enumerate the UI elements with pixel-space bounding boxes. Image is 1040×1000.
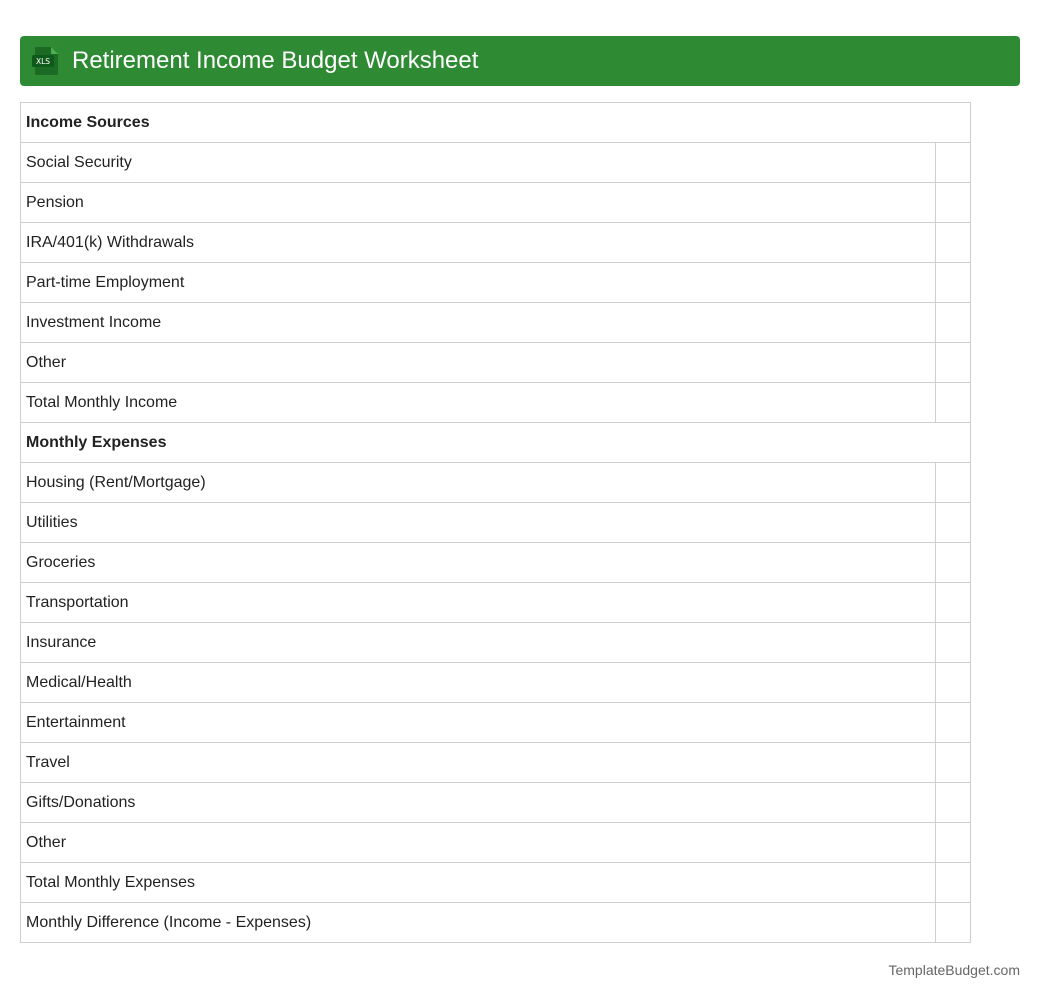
row-label: Pension [21, 183, 936, 223]
row-value-cell[interactable] [936, 343, 971, 383]
row-label: Entertainment [21, 703, 936, 743]
table-row [21, 303, 971, 343]
row-value-cell[interactable] [936, 903, 971, 943]
row-value-cell[interactable] [936, 263, 971, 303]
table-row [21, 663, 971, 703]
table-row [21, 543, 971, 583]
row-value-cell[interactable] [936, 863, 971, 903]
table-row [21, 263, 971, 303]
xls-file-icon [32, 46, 60, 76]
page-header [20, 36, 1020, 86]
table-row [21, 623, 971, 663]
row-value-cell[interactable] [936, 503, 971, 543]
row-label: Other [21, 823, 936, 863]
table-row [21, 783, 971, 823]
section-heading-expenses: Monthly Expenses [21, 423, 971, 463]
table-row [21, 183, 971, 223]
table-row [21, 223, 971, 263]
row-label: Part-time Employment [21, 263, 936, 303]
row-label: Groceries [21, 543, 936, 583]
section-heading-income: Income Sources [21, 103, 971, 143]
section-row-expenses [21, 423, 971, 463]
budget-worksheet-table [20, 102, 971, 943]
row-label: Utilities [21, 503, 936, 543]
table-row [21, 143, 971, 183]
footer-brand: TemplateBudget.com [888, 962, 1020, 978]
row-value-cell[interactable] [936, 703, 971, 743]
table-row [21, 583, 971, 623]
row-value-cell[interactable] [936, 743, 971, 783]
row-label: Gifts/Donations [21, 783, 936, 823]
row-label: Medical/Health [21, 663, 936, 703]
row-value-cell[interactable] [936, 223, 971, 263]
table-row [21, 863, 971, 903]
section-row-income [21, 103, 971, 143]
table-row [21, 903, 971, 943]
row-label: Total Monthly Income [21, 383, 936, 423]
xls-icon-label: XLS [35, 57, 51, 66]
table-row [21, 343, 971, 383]
row-label: Monthly Difference (Income - Expenses) [21, 903, 936, 943]
table-row [21, 703, 971, 743]
row-value-cell[interactable] [936, 183, 971, 223]
table-row [21, 503, 971, 543]
row-value-cell[interactable] [936, 663, 971, 703]
table-row [21, 463, 971, 503]
row-value-cell[interactable] [936, 543, 971, 583]
row-value-cell[interactable] [936, 463, 971, 503]
row-label: Other [21, 343, 936, 383]
row-value-cell[interactable] [936, 623, 971, 663]
row-value-cell[interactable] [936, 823, 971, 863]
row-label: IRA/401(k) Withdrawals [21, 223, 936, 263]
worksheet-body [21, 103, 971, 943]
row-value-cell[interactable] [936, 143, 971, 183]
row-value-cell[interactable] [936, 783, 971, 823]
row-value-cell[interactable] [936, 383, 971, 423]
row-label: Total Monthly Expenses [21, 863, 936, 903]
row-value-cell[interactable] [936, 303, 971, 343]
row-label: Travel [21, 743, 936, 783]
table-row [21, 743, 971, 783]
row-label: Housing (Rent/Mortgage) [21, 463, 936, 503]
row-label: Social Security [21, 143, 936, 183]
table-row [21, 383, 971, 423]
row-label: Insurance [21, 623, 936, 663]
page-title: Retirement Income Budget Worksheet [72, 47, 479, 74]
row-value-cell[interactable] [936, 583, 971, 623]
row-label: Investment Income [21, 303, 936, 343]
table-row [21, 823, 971, 863]
row-label: Transportation [21, 583, 936, 623]
